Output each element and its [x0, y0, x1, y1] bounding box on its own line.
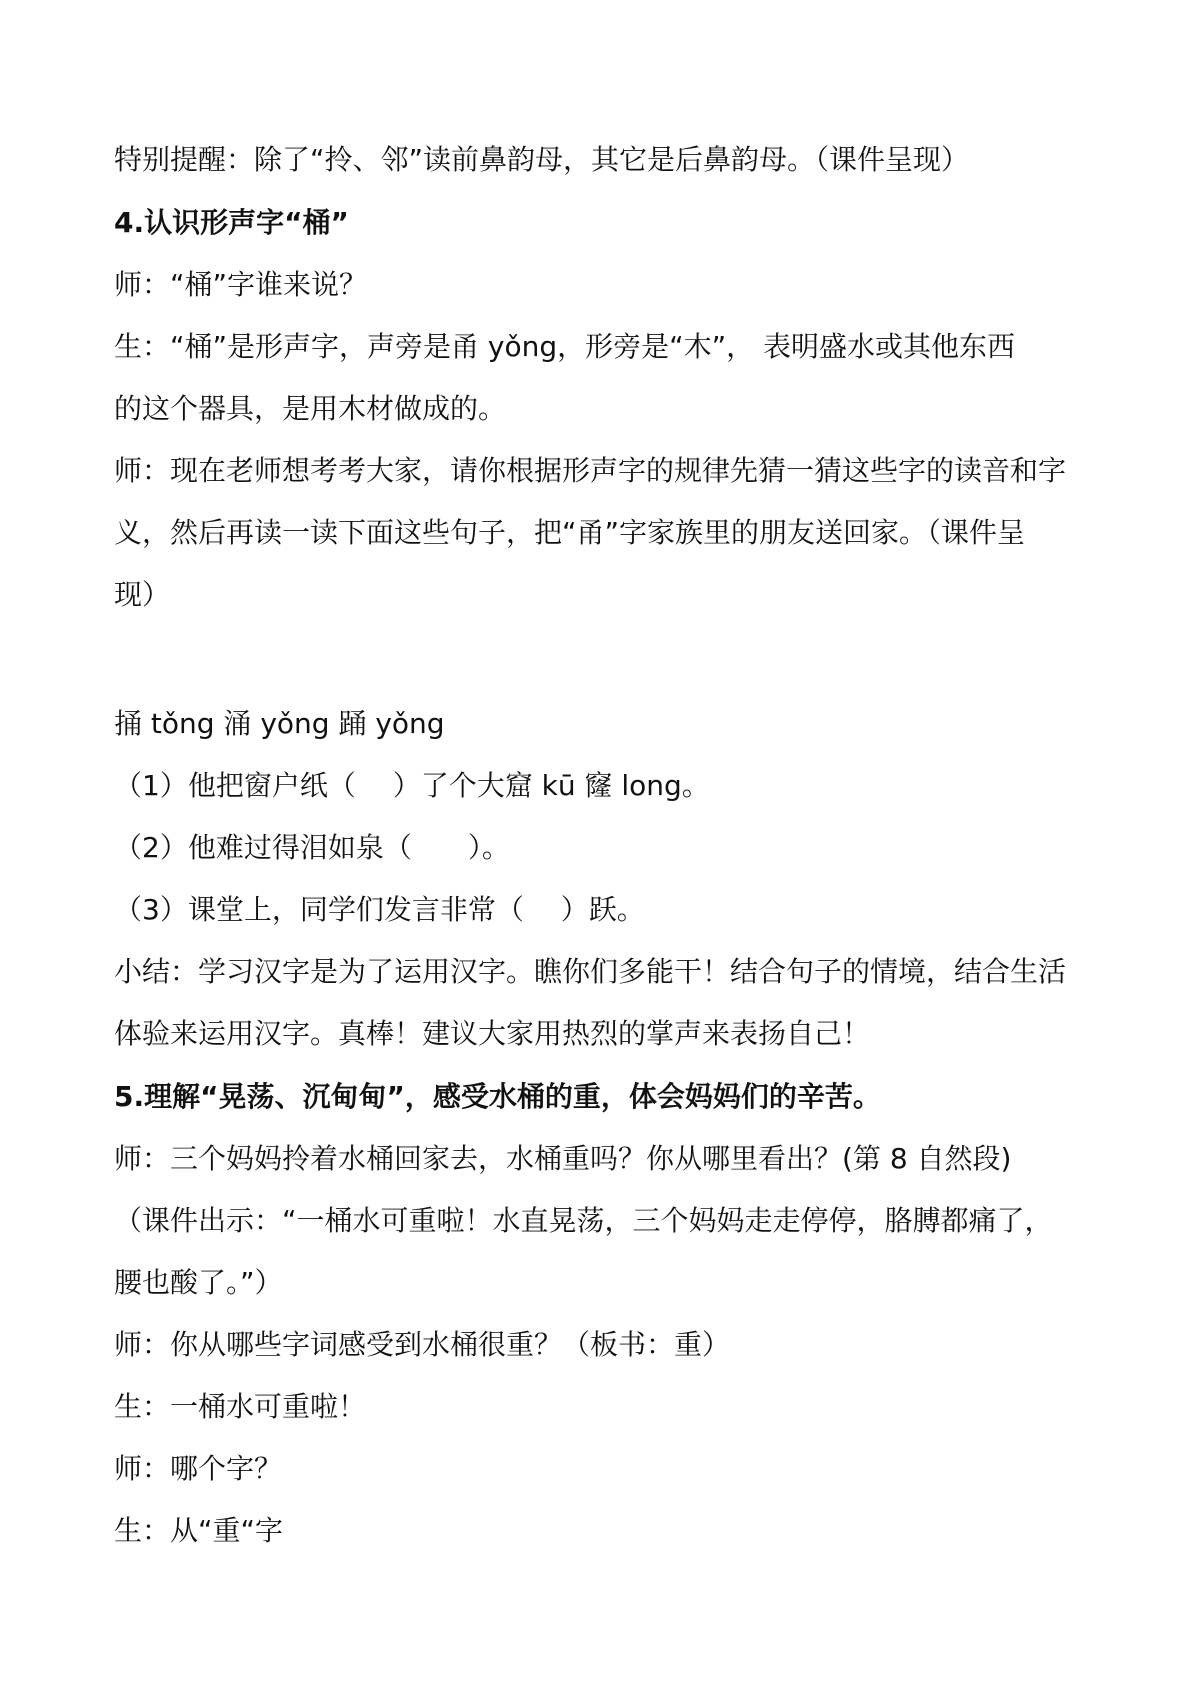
teacher-line: 师：三个妈妈拎着水桶回家去，水桶重吗？你从哪里看出？(第 8 自然段)	[114, 1142, 1012, 1175]
student-line: 生：一桶水可重啦！	[114, 1390, 367, 1423]
exercise-3: （3）课堂上，同学们发言非常（ ）跃。	[114, 893, 645, 926]
exercise-2: （2）他难过得泪如泉（ ）。	[114, 831, 510, 864]
teacher-line: 师：现在老师想考考大家，请你根据形声字的规律先猜一猜这些字的读音和字	[114, 454, 1067, 487]
pinyin-words-line: 捅 tǒng 涌 yǒng 踊 yǒng	[114, 707, 445, 740]
teacher-line: 师：“桶”字谁来说？	[114, 268, 368, 301]
teacher-line-continued: 义，然后再读一读下面这些句子，把“甬”字家族里的朋友送回家。（课件呈	[114, 516, 1026, 549]
exercise-1: （1）他把窗户纸（ ）了个大窟 kū 窿 long。	[114, 769, 710, 802]
teacher-line: 师：你从哪些字词感受到水桶很重？（板书：重）	[114, 1328, 731, 1361]
student-line: 生：从“重“字	[114, 1514, 284, 1547]
summary-line-continued: 体验来运用汉字。真棒！建议大家用热烈的掌声来表扬自己！	[114, 1017, 871, 1050]
courseware-quote-continued: 腰也酸了。”）	[114, 1266, 283, 1299]
teacher-line: 师：哪个字？	[114, 1452, 283, 1485]
section-heading-4: 4.认识形声字“桶”	[114, 206, 349, 239]
summary-line: 小结：学习汉字是为了运用汉字。瞧你们多能干！结合句子的情境，结合生活	[114, 955, 1067, 988]
reminder-line: 特别提醒：除了“拎、邻”读前鼻韵母，其它是后鼻韵母。（课件呈现）	[114, 143, 970, 176]
teacher-line-continued: 现）	[114, 578, 171, 611]
student-line: 生：“桶”是形声字，声旁是甬 yǒng，形旁是“木”， 表明盛水或其他东西	[114, 330, 1016, 363]
courseware-quote: （课件出示：“一桶水可重啦！水直晃荡，三个妈妈走走停停，胳膊都痛了，	[114, 1204, 1053, 1237]
student-line-continued: 的这个器具，是用木材做成的。	[114, 392, 507, 425]
section-heading-5: 5.理解“晃荡、沉甸甸”，感受水桶的重，体会妈妈们的辛苦。	[114, 1080, 881, 1113]
